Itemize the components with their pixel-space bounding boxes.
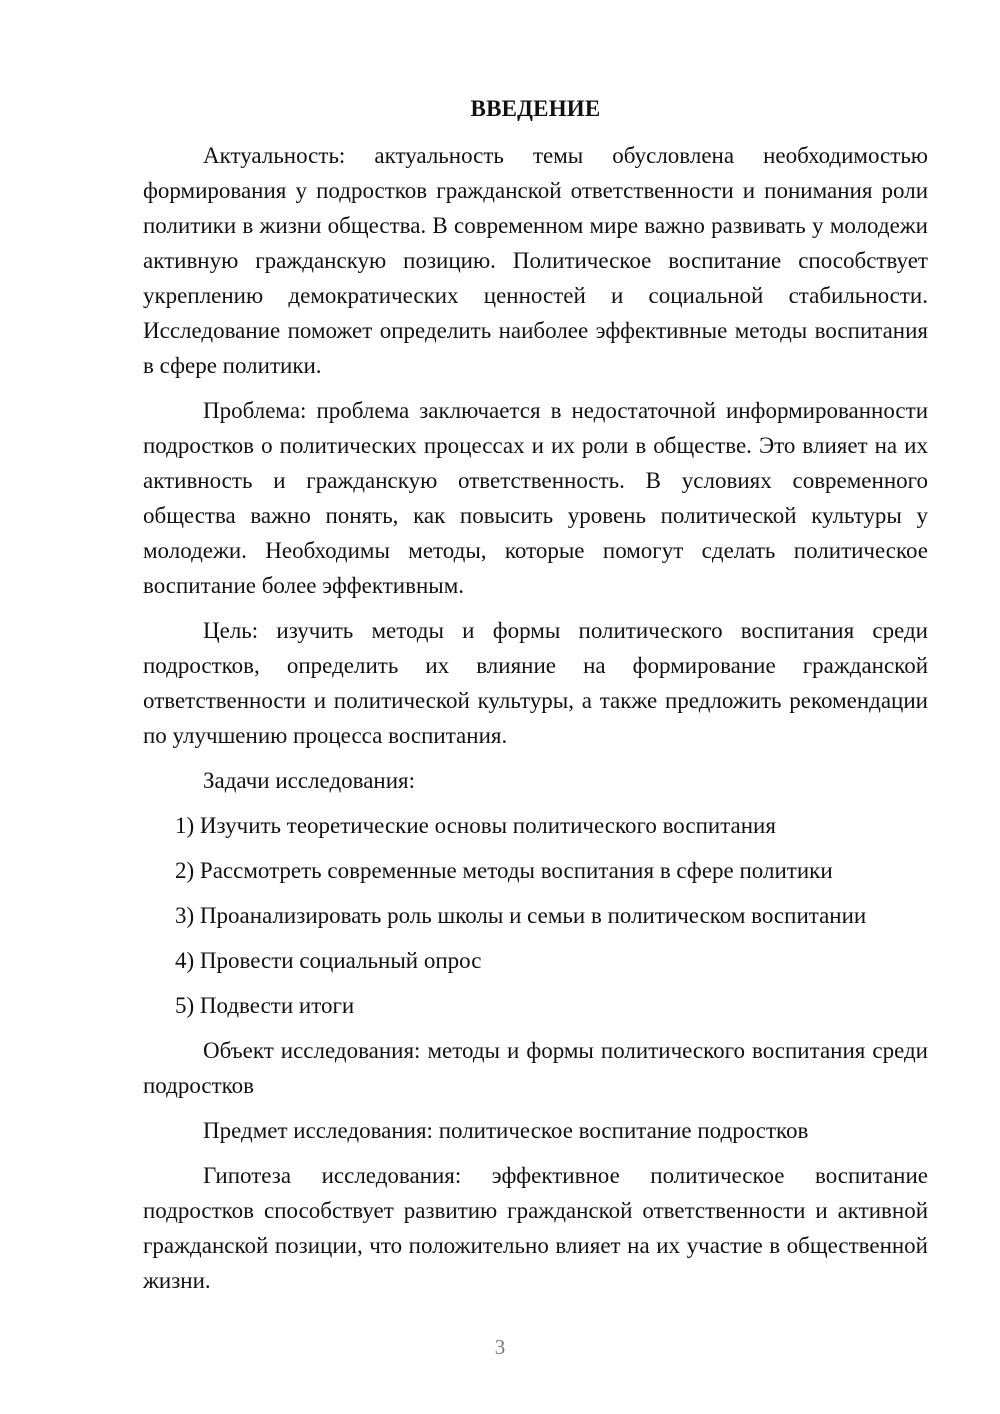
relevance-paragraph: Актуальность: актуальность темы обусловлена необходимостью формирования у подростков гражданской ответственности и понимания роли политики в жизни общества. В современном мире важно развивать у молодежи активную гражданскую позицию. Политическое воспитание способствует укреплению демократических ценностей и социальной стабильности. Исследование поможет определить наиболее эффективные методы воспитания в сфере политики. — [143, 143, 928, 378]
goal-paragraph: Цель: изучить методы и формы политического воспитания среди подростков, определить их влияние на формирование гражданской ответственности и политической культуры, а также предложить рекомендации по улучшению процесса воспитания. — [143, 618, 928, 748]
tasks-label: Задачи исследования: — [203, 768, 416, 793]
section-heading: ВВЕДЕНИЕ — [470, 96, 601, 121]
task-item: 1) Изучить теоретические основы политического воспитания — [175, 813, 776, 838]
task-item: 5) Подвести итоги — [175, 993, 355, 1018]
problem-paragraph: Проблема: проблема заключается в недостаточной информированности подростков о политических процессах и их роли в обществе. Это влияет на их активность и гражданскую ответственность. В условиях современного общества важно понять, как повысить уровень политической культуры у молодежи. Необходимы методы, которые помогут сделать политическое воспитание более эффективным. — [143, 398, 928, 598]
task-item: 2) Рассмотреть современные методы воспитания в сфере политики — [175, 858, 833, 883]
object-paragraph: Объект исследования: методы и формы политического воспитания среди подростков — [143, 1038, 928, 1098]
document-body — [143, 92, 928, 1308]
page-number: 3 — [494, 1335, 506, 1359]
task-item: 3) Проанализировать роль школы и семьи в политическом воспитании — [175, 903, 867, 928]
task-item: 4) Провести социальный опрос — [175, 948, 482, 973]
hypothesis-paragraph: Гипотеза исследования: эффективное политическое воспитание подростков способствует развитию гражданской ответственности и активной гражданской позиции, что положительно влияет на их участие в общественной жизни. — [143, 1163, 928, 1293]
subject-paragraph: Предмет исследования: политическое воспитание подростков — [203, 1118, 809, 1143]
tasks-list — [143, 808, 928, 1023]
